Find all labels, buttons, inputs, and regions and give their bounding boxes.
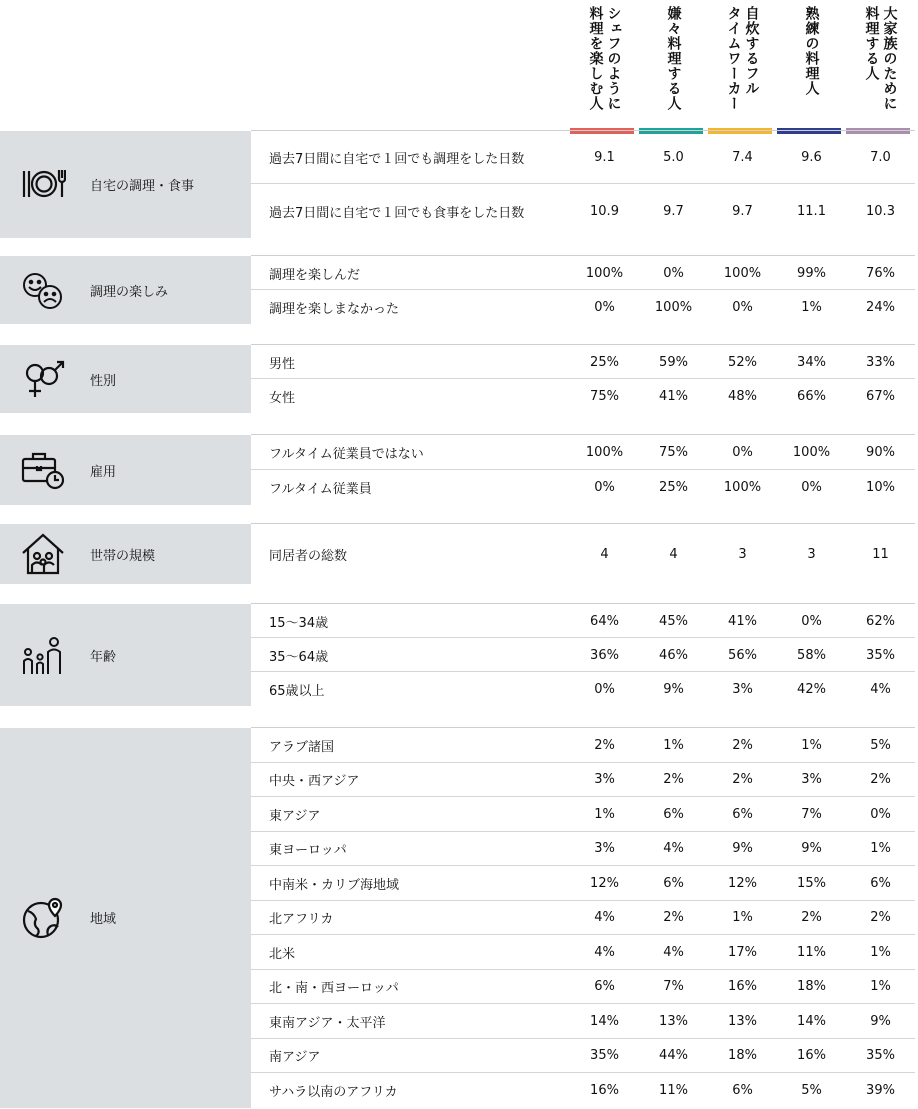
category-panel [0, 345, 251, 413]
table-row [251, 832, 915, 867]
category-label: 調理の楽しみ [90, 284, 169, 300]
plate-fork-knife-icon [20, 162, 66, 208]
category-panel-content [0, 435, 251, 505]
value-cell: 4% [870, 681, 891, 697]
value-cell: 9% [663, 681, 684, 697]
category-panel [0, 728, 251, 1108]
value-cell: 9% [801, 841, 822, 857]
briefcase-clock-icon [20, 447, 66, 493]
value-cell: 62% [866, 613, 895, 629]
category-label: 雇用 [90, 464, 117, 480]
table-row [251, 345, 915, 379]
value-cell: 2% [870, 772, 891, 788]
row-label: 調理を楽しまなかった [269, 301, 400, 317]
row-label: 過去7日間に自宅で１回でも調理をした日数 [269, 152, 525, 167]
value-cell: 18% [797, 979, 826, 995]
value-cell: 67% [866, 388, 895, 404]
value-cell: 9% [870, 1013, 891, 1029]
category-label: 自宅の調理・食事 [90, 179, 195, 194]
value-cell: 9.6 [801, 150, 822, 165]
category-panel-content [0, 728, 251, 1108]
value-cell: 11.1 [797, 203, 826, 219]
value-cell: 42% [797, 681, 826, 697]
table-row [251, 728, 915, 763]
column-header [846, 6, 915, 128]
value-cell: 9.7 [663, 203, 684, 219]
table-row [251, 866, 915, 901]
category-panel-content [0, 256, 251, 324]
value-cell: 5% [801, 1082, 822, 1098]
row-label: 過去7日間に自宅で１回でも食事をした日数 [269, 205, 525, 221]
category-label: 性別 [90, 373, 117, 389]
value-cell: 0% [801, 613, 822, 629]
value-cell: 35% [866, 647, 895, 663]
category-label: 年齢 [90, 649, 117, 665]
table-row [251, 184, 915, 238]
value-cell: 3 [738, 546, 747, 562]
row-label: フルタイム従業員ではない [269, 447, 424, 462]
table-row [251, 1073, 915, 1108]
value-cell: 90% [866, 445, 895, 460]
value-cell: 2% [732, 737, 753, 753]
category-panel [0, 604, 251, 706]
family-people-icon [20, 632, 66, 678]
category-panel [0, 131, 251, 238]
row-label: フルタイム従業員 [269, 482, 372, 497]
table-row [251, 797, 915, 832]
value-cell: 56% [728, 647, 757, 663]
value-cell: 0% [801, 480, 822, 495]
value-cell: 0% [870, 806, 891, 822]
value-cell: 9% [732, 841, 753, 857]
value-cell: 59% [659, 354, 688, 370]
value-cell: 10.3 [866, 203, 895, 219]
value-cell: 1% [870, 841, 891, 857]
value-cell: 10% [866, 480, 895, 495]
value-cell: 1% [801, 299, 822, 315]
value-cell: 11% [797, 944, 826, 960]
value-cell: 4% [594, 944, 615, 960]
value-cell: 58% [797, 647, 826, 663]
value-cell: 1% [594, 806, 615, 822]
table-row [251, 131, 915, 184]
row-label: 中央・西アジア [269, 774, 360, 790]
value-cell: 1% [801, 737, 822, 753]
value-cell: 1% [870, 944, 891, 960]
row-label: アラブ諸国 [269, 739, 335, 755]
table-row [251, 470, 915, 505]
value-cell: 10.9 [590, 203, 619, 219]
column-header-label: 熟練の料理人 [803, 6, 820, 96]
value-cell: 100% [654, 299, 693, 315]
value-cell: 9.1 [594, 150, 615, 165]
row-label: 同居者の総数 [269, 548, 348, 564]
value-cell: 12% [590, 875, 619, 891]
value-cell: 100% [723, 265, 762, 281]
value-cell: 16% [728, 979, 757, 995]
category-label: 世帯の規模 [90, 548, 156, 564]
row-label: 東アジア [269, 808, 321, 824]
value-cell: 44% [659, 1048, 688, 1064]
happy-sad-faces-icon [20, 267, 66, 313]
row-label: 65歳以上 [269, 683, 325, 699]
value-cell: 36% [590, 647, 619, 663]
value-cell: 25% [590, 354, 619, 370]
value-cell: 41% [728, 613, 757, 629]
value-cell: 16% [590, 1082, 619, 1098]
value-cell: 13% [728, 1013, 757, 1029]
value-cell: 2% [801, 910, 822, 926]
table-row [251, 970, 915, 1005]
value-cell: 35% [590, 1048, 619, 1064]
value-cell: 6% [732, 1082, 753, 1098]
column-header-label: シェフのように 料理を楽しむ人 [587, 6, 622, 111]
row-label: 東ヨーロッパ [269, 843, 347, 859]
table-row [251, 379, 915, 413]
value-cell: 6% [594, 979, 615, 995]
category-panel-content [0, 131, 251, 238]
value-cell: 4% [663, 944, 684, 960]
value-cell: 100% [723, 480, 762, 495]
value-cell: 5% [870, 737, 891, 753]
value-cell: 100% [585, 445, 624, 460]
value-cell: 25% [659, 480, 688, 495]
value-cell: 14% [797, 1013, 826, 1029]
column-header [777, 6, 846, 128]
value-cell: 0% [732, 299, 753, 315]
value-cell: 2% [663, 910, 684, 926]
row-label: 15～34歳 [269, 615, 329, 631]
category-panel [0, 435, 251, 505]
table-row [251, 763, 915, 798]
value-cell: 3% [801, 772, 822, 788]
value-cell: 5.0 [663, 150, 684, 165]
value-cell: 0% [594, 299, 615, 315]
value-cell: 4% [594, 910, 615, 926]
row-label: 北アフリカ [269, 912, 334, 928]
value-cell: 41% [659, 388, 688, 404]
value-cell: 4 [669, 546, 678, 562]
value-cell: 3 [807, 546, 816, 562]
row-label: 調理を楽しんだ [269, 267, 361, 283]
gender-symbols-icon [20, 356, 66, 402]
value-cell: 7.0 [870, 150, 891, 165]
value-cell: 16% [797, 1048, 826, 1064]
value-cell: 1% [870, 979, 891, 995]
category-label: 地域 [90, 912, 117, 928]
value-cell: 9.7 [732, 203, 753, 219]
table-row [251, 672, 915, 706]
value-cell: 66% [797, 388, 826, 404]
value-cell: 52% [728, 354, 757, 370]
table-row [251, 1039, 915, 1074]
globe-pin-icon [20, 895, 66, 941]
value-cell: 0% [732, 445, 753, 460]
column-header [570, 6, 639, 128]
value-cell: 2% [870, 910, 891, 926]
value-cell: 4% [663, 841, 684, 857]
value-cell: 33% [866, 354, 895, 370]
value-cell: 7% [801, 806, 822, 822]
value-cell: 0% [594, 681, 615, 697]
value-cell: 2% [732, 772, 753, 788]
value-cell: 39% [866, 1082, 895, 1098]
table-row [251, 435, 915, 470]
table-row [251, 604, 915, 638]
value-cell: 100% [792, 445, 831, 460]
value-cell: 6% [870, 875, 891, 891]
category-panel-content [0, 345, 251, 413]
value-cell: 48% [728, 388, 757, 404]
value-cell: 6% [663, 875, 684, 891]
table-row [251, 256, 915, 290]
category-panel [0, 256, 251, 324]
value-cell: 14% [590, 1013, 619, 1029]
value-cell: 3% [594, 772, 615, 788]
value-cell: 6% [732, 806, 753, 822]
value-cell: 3% [732, 681, 753, 697]
column-header-label: 大家族のために 料理する人 [863, 6, 898, 111]
table-row [251, 638, 915, 672]
row-label: 南アジア [269, 1050, 321, 1066]
category-panel [0, 524, 251, 584]
value-cell: 46% [659, 647, 688, 663]
value-cell: 11% [659, 1082, 688, 1098]
value-cell: 0% [663, 265, 684, 281]
value-cell: 35% [866, 1048, 895, 1064]
column-header [708, 6, 777, 128]
row-label: 女性 [269, 390, 296, 406]
value-cell: 2% [594, 737, 615, 753]
value-cell: 76% [866, 265, 895, 281]
value-cell: 11 [872, 546, 889, 562]
value-cell: 6% [663, 806, 684, 822]
row-label: 中南米・カリブ海地域 [269, 877, 400, 893]
column-header [639, 6, 708, 128]
value-cell: 3% [594, 841, 615, 857]
value-cell: 1% [663, 737, 684, 753]
value-cell: 13% [659, 1013, 688, 1029]
value-cell: 45% [659, 613, 688, 629]
column-header-label: 自炊するフル タイムワーカー [725, 6, 760, 111]
table-row [251, 935, 915, 970]
house-family-icon [20, 531, 66, 577]
value-cell: 15% [797, 875, 826, 891]
row-label: サハラ以南のアフリカ [269, 1084, 398, 1100]
value-cell: 75% [590, 388, 619, 404]
value-cell: 99% [797, 265, 826, 281]
row-label: 男性 [269, 356, 296, 372]
value-cell: 100% [585, 265, 624, 281]
value-cell: 4 [600, 546, 609, 562]
value-cell: 34% [797, 354, 826, 370]
value-cell: 18% [728, 1048, 757, 1064]
table-row [251, 524, 915, 584]
value-cell: 75% [659, 445, 688, 460]
row-label: 北・南・西ヨーロッパ [269, 981, 399, 997]
table-row [251, 290, 915, 324]
row-label: 35～64歳 [269, 649, 329, 665]
value-cell: 2% [663, 772, 684, 788]
value-cell: 17% [728, 944, 757, 960]
value-cell: 7% [663, 979, 684, 995]
column-header-label: 嫌々料理する人 [665, 6, 682, 111]
category-panel-content [0, 604, 251, 706]
row-label: 北米 [269, 946, 296, 962]
table-row [251, 901, 915, 936]
table-row [251, 1004, 915, 1039]
value-cell: 0% [594, 480, 615, 495]
value-cell: 7.4 [732, 150, 753, 165]
value-cell: 1% [732, 910, 753, 926]
category-panel-content [0, 524, 251, 584]
value-cell: 24% [866, 299, 895, 315]
value-cell: 64% [590, 613, 619, 629]
row-label: 東南アジア・太平洋 [269, 1015, 386, 1031]
value-cell: 12% [728, 875, 757, 891]
